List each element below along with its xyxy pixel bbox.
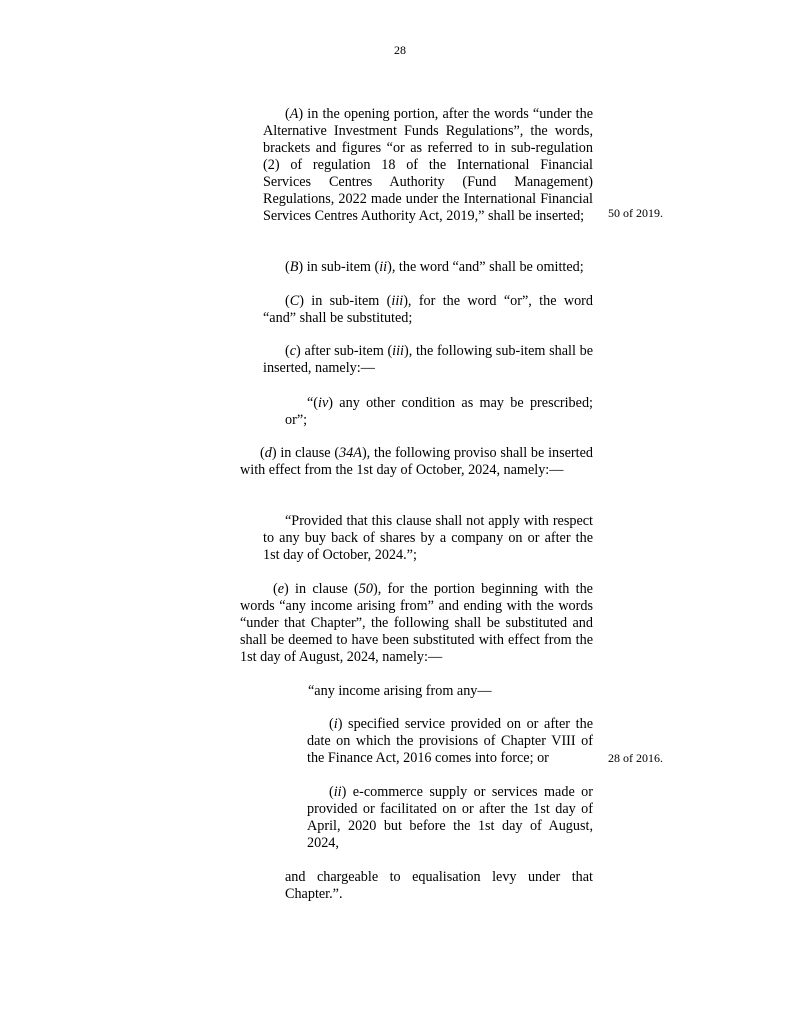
paragraph-C-subitem: iii [391, 293, 404, 309]
paragraph-A-marker: A [289, 106, 299, 122]
page-number: 28 [394, 43, 406, 57]
paragraph-i-text: ) specified service provided on or after the date on which the provisions of Chapter VIII of the Finance Act, 2016 comes into force; or [307, 716, 593, 766]
paragraph-d-text-after: ), the following proviso shall be inserted with effect from the 1st day of October, 2024, namely:— [240, 445, 593, 478]
proviso-paragraph: “Provided that this clause shall not apply with respect to any buy back of shares by a company on or after the 1st day of October, 2024.”; [263, 513, 593, 563]
paragraph-iv-marker: iv [318, 395, 329, 411]
and-chargeable-paragraph: and chargeable to equalisation levy under that Chapter.”. [285, 869, 593, 902]
paragraph-A-text: in the opening portion, after the words “under the Alternative Investment Funds Regulations”, the words, brackets and figures “or as referred to in sub-regulation (2) of regulation 18 of the International Financial Services Centres Authority (Fund Management) Regulations, 2022 made under the International Financial Services Centres Authority Act, 2019,” shall be inserted; [263, 106, 593, 224]
margin-note-act-2016: 28 of 2016. [608, 751, 663, 765]
paragraph-c-text-before: after sub-item ( [300, 343, 393, 359]
paragraph-e-clause: 50 [358, 581, 373, 597]
paragraph-B: (B) in sub-item (ii), the word “and” shall be omitted; [285, 259, 584, 275]
paragraph-c-text-after: ), the following sub-item shall be inserted, namely:— [263, 343, 593, 376]
paragraph-e: (e) in clause (50), for the portion beginning with the words “any income arising from” and ending with the words “under that Chapter”, the following shall be substituted and shall be deemed to have been substituted with effect from the 1st day of August, 2024, namely:— [240, 581, 593, 665]
paragraph-iv [285, 395, 593, 429]
paragraph-iv-text: ) any other condition as may be prescribed; or”; [285, 395, 593, 428]
paragraph-c-subitem: iii [392, 343, 404, 359]
paragraph-c-marker: c [289, 343, 297, 359]
paragraph-B-subitem: ii [379, 259, 388, 275]
paragraph-B-text-before: in sub-item ( [303, 259, 380, 275]
paragraph-C: (C) in sub-item (iii), for the word “or”, the word “and” shall be substituted; [263, 293, 593, 326]
paragraph-d-marker: d [264, 445, 272, 461]
paragraph-i-marker: i [333, 716, 338, 732]
paragraph-d: (d) in clause (34A), the following proviso shall be inserted with effect from the 1st day of October, 2024, namely:— [240, 445, 593, 478]
paragraph-c: (c) after sub-item (iii), the following sub-item shall be inserted, namely:— [263, 343, 593, 376]
paragraph-C-text-after: ), for the word “or”, the word “and” shall be substituted; [263, 293, 593, 326]
paragraph-i: (i) specified service provided on or after the date on which the provisions of Chapter VIII of the Finance Act, 2016 comes into force; or [307, 716, 593, 766]
paragraph-e-text-before: in clause ( [288, 581, 359, 597]
paragraph-B-text-after: ), the word “and” shall be omitted; [387, 259, 584, 275]
paragraph-d-text-before: in clause ( [276, 445, 340, 461]
paragraph-A: (A) in the opening portion, after the words “under the Alternative Investment Funds Regulations”, the words, brackets and figures “or as referred to in sub-regulation (2) of regulation 18 of the International Financial Services Centres Authority (Fund Management) Regulations, 2022 made under the International Financial Services Centres Authority Act, 2019,” shall be inserted; [263, 106, 593, 224]
paragraph-C-text-before: in sub-item ( [303, 293, 392, 309]
paragraph-C-marker: C [289, 293, 300, 309]
margin-note-act-2019: 50 of 2019. [608, 206, 663, 220]
paragraph-ii: (ii) e-commerce supply or services made or provided or facilitated on or after the 1st day of April, 2020 but before the 1st day of August, 2024, [307, 784, 593, 851]
paragraph-e-text-after: ), for the portion beginning with the words “any income arising from” and ending with the words “under that Chapter”, the following shall be substituted and shall be deemed to have been substituted with effect from the 1st day of August, 2024, namely:— [240, 581, 593, 665]
paragraph-d-clause: 34A [339, 445, 362, 461]
any-income-paragraph: “any income arising from any— [308, 683, 492, 699]
paragraph-B-marker: B [289, 259, 299, 275]
paragraph-ii-text: ) e-commerce supply or services made or provided or facilitated on or after the 1st day of April, 2020 but before the 1st day of August, 2024, [307, 784, 593, 851]
paragraph-e-marker: e [277, 581, 285, 597]
paragraph-ii-marker: ii [333, 784, 342, 800]
paragraph-iv-open: “( [307, 395, 319, 411]
